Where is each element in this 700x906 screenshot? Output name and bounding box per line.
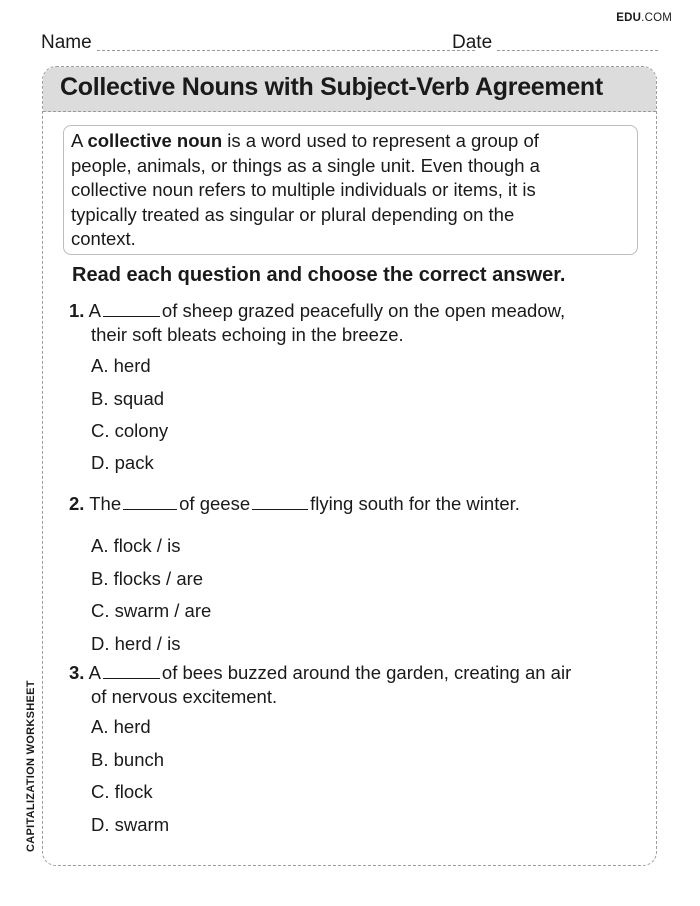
question-3-text-a: A <box>88 662 101 683</box>
title-bar <box>43 67 656 112</box>
definition-term: collective noun <box>87 130 223 151</box>
question-1-stem-line-2: their soft bleats echoing in the breeze. <box>91 324 404 345</box>
question-1-blank[interactable] <box>103 300 160 317</box>
instructions: Read each question and choose the correct answer. <box>72 264 566 286</box>
definition-intro: A <box>71 130 83 151</box>
question-3-option-b[interactable]: B. bunch <box>91 749 165 770</box>
question-1-stem <box>69 299 565 323</box>
question-2-number: 2. <box>69 493 85 514</box>
definition-line-1 <box>71 129 630 154</box>
question-3-stem <box>69 661 571 685</box>
question-2-option-c[interactable]: C. swarm / are <box>91 600 212 621</box>
question-1-option-b[interactable]: B. squad <box>91 388 165 409</box>
question-1-option-a[interactable]: A. herd <box>91 355 151 376</box>
question-3-option-c[interactable]: C. flock <box>91 781 153 802</box>
brand-logo <box>616 12 672 24</box>
worksheet-panel <box>42 66 657 866</box>
question-2-option-d[interactable]: D. herd / is <box>91 633 181 654</box>
brand-logo-bold: EDU <box>616 12 642 24</box>
question-2-text-c: flying south for the winter. <box>310 493 520 514</box>
question-2-text-a: The <box>89 493 122 514</box>
question-2-blank-1[interactable] <box>123 493 177 510</box>
question-1-number: 1. <box>69 300 85 321</box>
worksheet-title: Collective Nouns with Subject-Verb Agreement <box>60 73 603 101</box>
question-3-blank[interactable] <box>103 662 160 679</box>
definition-line-2: people, animals, or things as a single unit. Even though a <box>71 154 540 176</box>
question-3-number: 3. <box>69 662 85 683</box>
definition-box <box>63 125 638 255</box>
date-label: Date <box>452 32 493 53</box>
definition-line-1-rest: is a word used to represent a group of <box>222 130 539 151</box>
date-field-line[interactable] <box>497 50 658 51</box>
question-1-option-d[interactable]: D. pack <box>91 452 154 473</box>
question-3-text-b: of bees buzzed around the garden, creating an air <box>161 662 572 683</box>
question-3-stem-line-2: of nervous excitement. <box>91 686 278 707</box>
definition-line-5: context. <box>71 228 136 250</box>
question-2-text-b: of geese <box>179 493 251 514</box>
definition-line-3: collective noun refers to multiple individuals or items, it is <box>71 179 536 201</box>
definition-line-4: typically treated as singular or plural depending on the <box>71 203 515 225</box>
name-label: Name <box>41 32 92 53</box>
question-2-blank-2[interactable] <box>252 493 308 510</box>
name-field-line[interactable] <box>97 50 475 51</box>
question-1-option-c[interactable]: C. colony <box>91 420 169 441</box>
question-2-option-b[interactable]: B. flocks / are <box>91 568 204 589</box>
question-1-text-a: A <box>88 300 101 321</box>
brand-logo-rest: .COM <box>641 12 672 24</box>
worksheet-category-label: CAPITALIZATION WORKSHEET <box>25 680 37 852</box>
question-3-option-d[interactable]: D. swarm <box>91 814 170 835</box>
question-1-text-b: of sheep grazed peacefully on the open meadow, <box>161 300 566 321</box>
name-date-row <box>41 32 658 54</box>
question-3-option-a[interactable]: A. herd <box>91 716 151 737</box>
question-2-option-a[interactable]: A. flock / is <box>91 535 181 556</box>
question-2-stem <box>69 492 520 516</box>
